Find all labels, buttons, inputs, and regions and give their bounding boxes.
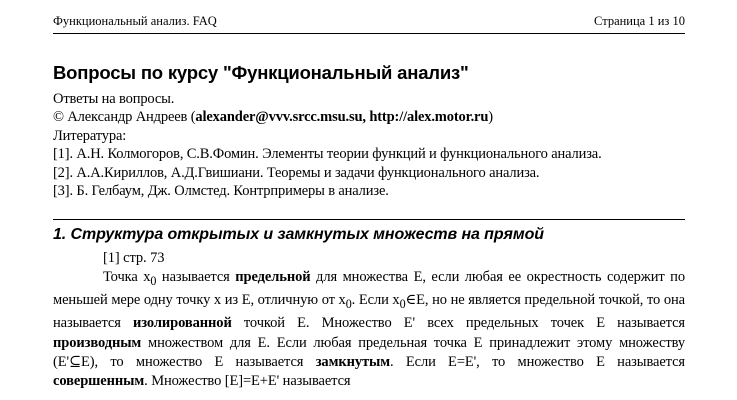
author-email-link[interactable]: alexander@vvv.srcc.msu.su <box>195 109 363 126</box>
text-run: . Если E=E', то множество E называется <box>390 353 685 370</box>
reference-item: [1]. А.Н. Колмогоров, С.В.Фомин. Элементы теории функций и функционального анализа. <box>53 146 602 163</box>
text-run: ∈E, но не является предельной точкой, то она называется <box>53 292 685 332</box>
text-run: называется <box>156 269 236 286</box>
term-derived-set: производным <box>53 334 142 351</box>
text-run: . Если x <box>351 292 400 309</box>
term-limit-point: предельной <box>235 269 311 286</box>
text-run: точкой E. Множество E' всех предельных точек E называется <box>231 315 685 332</box>
term-isolated-point: изолированной <box>133 315 232 332</box>
page-header <box>53 13 685 29</box>
section-divider <box>53 219 685 220</box>
definition-paragraph <box>53 268 685 391</box>
page-reference: [1] стр. 73 <box>103 250 165 266</box>
literature-label: Литература: <box>53 127 127 144</box>
text-run: Точка x <box>103 269 151 286</box>
document-title: Вопросы по курсу "Функциональный анализ" <box>53 62 469 83</box>
term-closed: замкнутым <box>315 353 391 370</box>
header-divider <box>53 33 685 34</box>
subscript: 0 <box>345 297 352 312</box>
text-run: множеством для E. Если любая предельная точка E принадлежит этому множеству (E'⊆E), то множество E называется <box>53 334 685 370</box>
header-page-number: Страница 1 из 10 <box>594 14 685 28</box>
intro-block <box>53 90 693 200</box>
author-homepage-link[interactable]: http://alex.motor.ru <box>369 109 489 126</box>
header-doc-title: Функциональный анализ. FAQ <box>53 14 217 28</box>
subscript: 0 <box>399 297 406 312</box>
reference-item: [3]. Б. Гелбаум, Дж. Олмстед. Контрпримеры в анализе. <box>53 183 389 200</box>
copyright-prefix: © Александр Андреев ( <box>53 109 196 126</box>
text-run: . Множество [E]=E+E' называется <box>144 373 351 389</box>
section-body <box>53 249 685 391</box>
section-heading: 1. Структура открытых и замкнутых множеств на прямой <box>53 226 544 243</box>
copyright-suffix: ) <box>488 109 493 126</box>
term-perfect: совершенным <box>53 373 145 389</box>
answers-line: Ответы на вопросы. <box>53 91 175 107</box>
reference-item: [2]. А.А.Кириллов, А.Д.Гвишиани. Теоремы и задачи функционального анализа. <box>53 164 540 181</box>
copyright-separator: , <box>362 109 370 126</box>
subscript: 0 <box>150 274 157 289</box>
text-run: для множества E, если любая ее окрестность содержит по меньшей мере одну точку x из E, отличную от x <box>53 269 685 309</box>
copyright-line <box>53 108 693 126</box>
